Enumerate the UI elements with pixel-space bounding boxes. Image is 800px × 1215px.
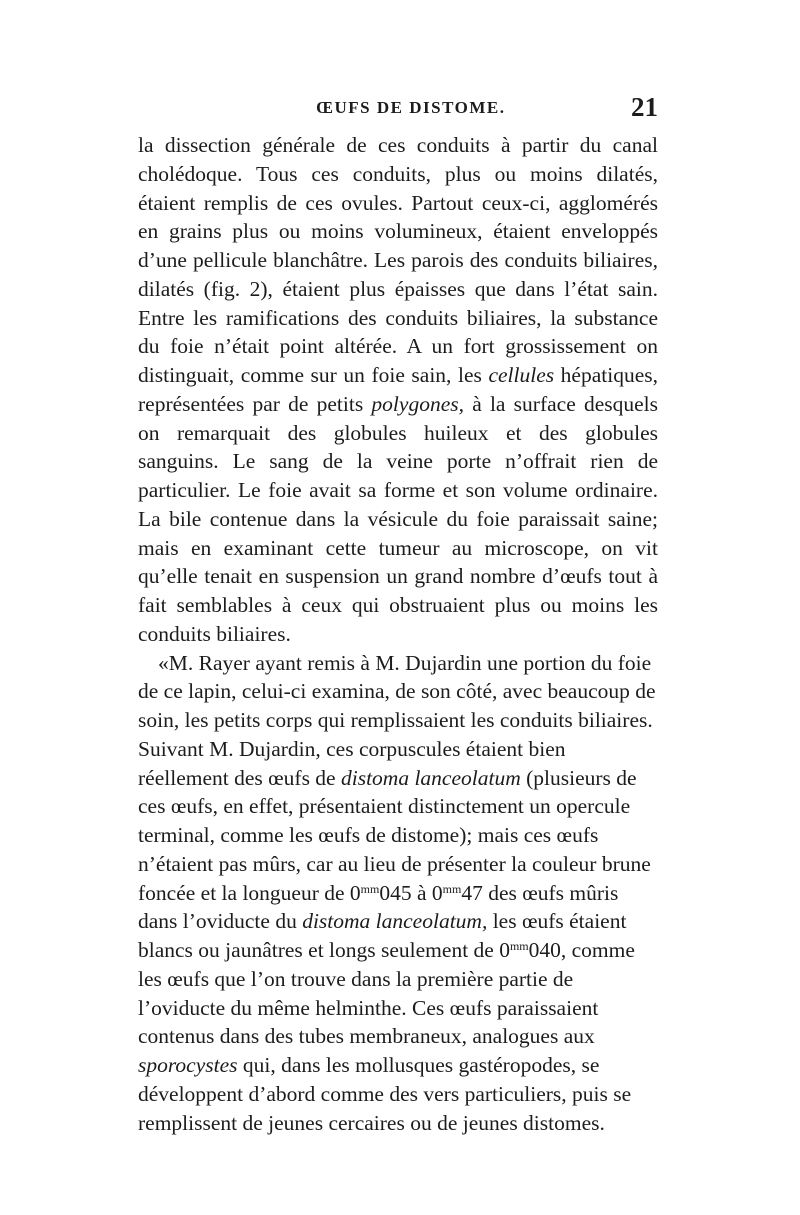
paragraph-1 <box>138 131 658 649</box>
text-run: qui, dans les mollusques gastéropodes, se développent d’abord comme des vers particuliers, puis se remplissent de jeunes cercaires ou de jeunes distomes. <box>138 1053 632 1135</box>
text-run: hépatiques, représentées par de petits <box>138 363 658 416</box>
text-run: à la surface desquels on remarquait des globules huileux et des globules sanguins. Le sang de la veine porte n’offrait rien de particulier. Le foie avait sa forme et son volume ordinaire. La bile contenue dans la vésicule du foie paraissait saine; mais en examinant cette tumeur au microscope, on vit qu’elle tenait en suspension un grand nombre d’œufs tout à fait semblables à ceux qui obstruaient plus ou moins les conduits biliaires. <box>138 391 658 646</box>
text-run: 040, comme les œufs que l’on trouve dans la première partie de l’oviducte du même helminthe. Ces œufs paraissaient contenus dans des tubes membraneux, analogues aux <box>138 938 635 1049</box>
italic-term: polygones, <box>371 391 464 416</box>
body-text <box>138 131 658 1137</box>
superscript-unit: mm <box>509 939 529 953</box>
text-run: 045 à 0 <box>379 880 443 905</box>
superscript-unit: mm <box>360 881 380 896</box>
text-run: 47 des œufs mûris dans l’oviducte du <box>138 880 619 934</box>
text-run: les œufs étaient blancs ou jaunâtres et longs seulement de 0 <box>138 909 627 962</box>
page-header <box>138 92 658 128</box>
text-run: «M. Rayer ayant remis à M. Dujardin une portion du foie de ce lapin, celui-ci examina, de son côté, avec beaucoup de soin, les petits corps qui remplissaient les conduits biliaires. Suivant M. Dujardin, ces corpuscules étaient bien réellement des œufs de <box>138 650 656 790</box>
text-run: la dissection générale de ces conduits à partir du canal cholédoque. Tous ces conduits, plus ou moins dilatés, étaient remplis de ces ovules. Partout ceux-ci, agglomérés en grains plus ou moins volumineux, étaient enveloppés d’une pellicule blanchâtre. Les parois des conduits biliaires, dilatés (fig. 2), étaient plus épaisses que dans l’état sain. Entre les ramifications des conduits biliaires, la substance du foie n’était point altérée. A un fort grossissement on distinguait, comme sur un foie sain, les <box>138 133 658 387</box>
running-title: ŒUFS DE DISTOME. <box>316 98 506 117</box>
superscript-unit: mm <box>442 881 462 896</box>
text-run: (plusieurs de ces œufs, en effet, présentaient distinctement un opercule terminal, comme les œufs de distome); mais ces œufs n’étaient pas mûrs, car au lieu de présenter la couleur brune foncée et la longueur de 0 <box>138 765 651 905</box>
italic-term: distoma lanceolatum, <box>302 909 488 934</box>
italic-term: distoma lanceolatum <box>340 765 521 790</box>
italic-term: sporocystes <box>138 1053 238 1077</box>
italic-term: cellules <box>488 363 555 387</box>
page-number: 21 <box>631 92 658 122</box>
paragraph-2 <box>138 649 658 1138</box>
